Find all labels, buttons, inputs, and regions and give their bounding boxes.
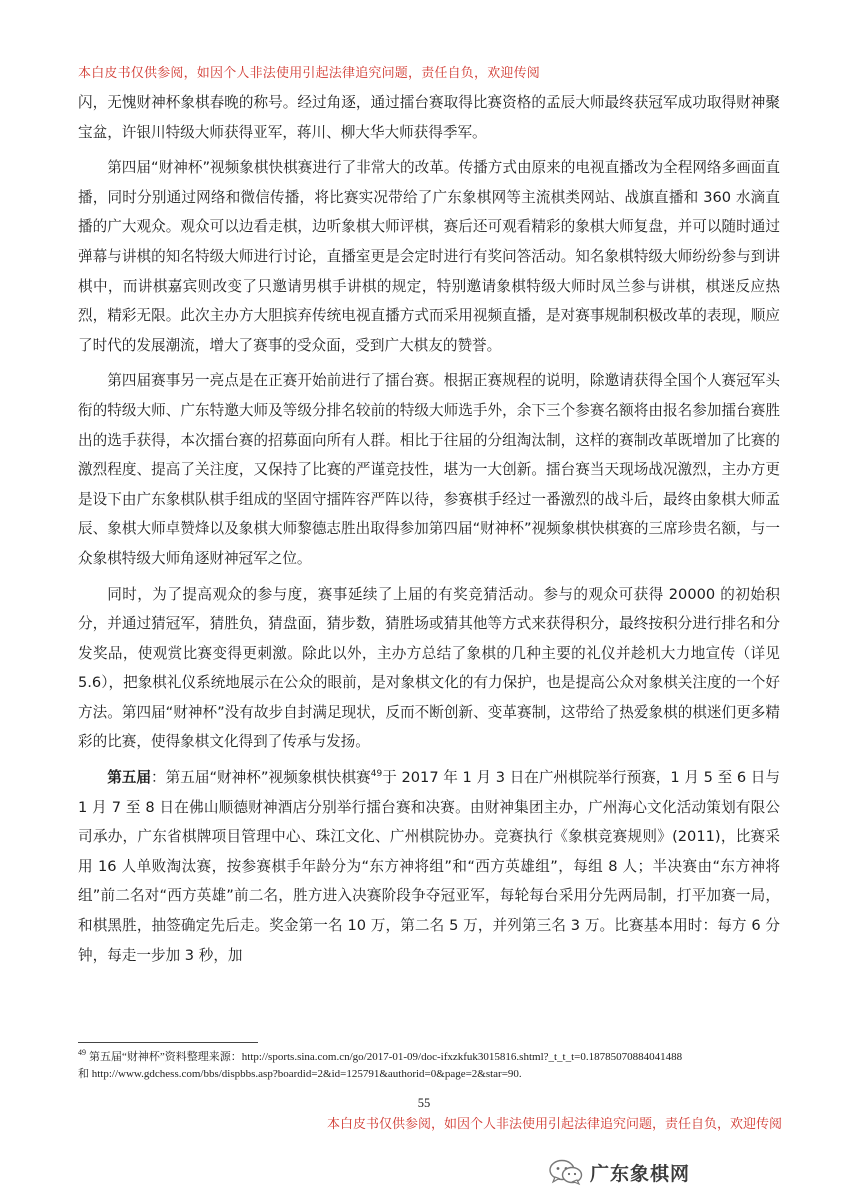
paragraph-5-text-b: 于 2017 年 1 月 3 日在广州棋院举行预赛，1 月 5 至 6 日与 1 月 7 至 8 日在佛山顺德财神酒店分别举行擂台赛和决赛。由财神集团主办，广州海心文化活动策划有限公司承办，广东省棋牌项目管理中心、珠江文化、广州棋院协办。竞赛执行《象棋竞赛规则》(2011)，比赛采用 16 人单败淘汰赛，按参赛棋手年龄分为“东方神将组”和“西方英雄组”，每组 8 人；半决赛由“东方神将组”前二名对“西方英雄”前二名，胜方进入决赛阶段争夺冠亚军，每轮每台采用分先两局制，打平加赛一局，和棋黑胜，抽签确定先后走。奖金第一名 10 万，第二名 5 万，并列第三名 3 万。比赛基本用时：每方 6 分钟，每走一步加 3 秒，加 — [78, 769, 780, 964]
footnote — [78, 1049, 788, 1083]
paragraph-1: 闪，无愧财神杯象棋春晚的称号。经过角逐，通过擂台赛取得比赛资格的孟辰大师最终获冠军成功取得财神聚宝盆，许银川特级大师获得亚军，蒋川、柳大华大师获得季军。 — [78, 94, 780, 141]
paragraph-5-lead: 第五届 — [107, 769, 152, 787]
paragraph-2: 第四届“财神杯”视频象棋快棋赛进行了非常大的改革。传播方式由原来的电视直播改为全程网络多画面直播，同时分别通过网络和微信传播，将比赛实况带给了广东象棋网等主流棋类网站、战旗直播和 360 水滴直播的广大观众。观众可以边看走棋，边听象棋大师评棋，赛后还可观看精彩的象棋大师复盘，并可以随时通过弹幕与讲棋的知名特级大师进行讨论，直播室更是会定时进行有奖问答活动。知名象棋特级大师纷纷参与到讲棋中，而讲棋嘉宾则改变了只邀请男棋手讲棋的规定，特别邀请象棋特级大师时凤兰参与讲棋，棋迷反应热烈，精彩无限。此次主办方大胆摈弃传统电视直播方式而采用视频直播，是对赛事规制积极改革的表现，顺应了时代的发展潮流，增大了赛事的受众面，受到广大棋友的赞誉。 — [78, 159, 780, 354]
footnote-line-1 — [78, 1049, 788, 1066]
page-number: 55 — [417, 1096, 431, 1110]
source-watermark — [548, 1158, 690, 1186]
body-text — [78, 88, 780, 976]
footnote-reference[interactable]: 49 — [370, 769, 383, 780]
footnote-divider — [78, 1042, 258, 1043]
header-disclaimer: 本白皮书仅供参阅，如因个人非法使用引起法律追究问题，责任自负，欢迎传阅 — [78, 66, 541, 81]
footnote-number: 49 — [78, 1048, 86, 1058]
paragraph-5 — [78, 763, 780, 970]
paragraph-4: 同时，为了提高观众的参与度，赛事延续了上届的有奖竞猜活动。参与的观众可获得 20000 的初始积分，并通过猜冠军，猜胜负，猜盘面，猜步数，猜胜场或猜其他等方式来获得积分，最终按积分进行排名和分发奖品，使观赏比赛变得更刺激。除此以外，主办方总结了象棋的几种主要的礼仪并趁机大力地宣传（详见 5.6），把象棋礼仪系统地展示在公众的眼前，是对象棋文化的有力保护，也是提高公众对象棋关注度的一个好方法。第四届“财神杯”没有故步自封满足现状，反而不断创新、变革赛制，这带给了热爱象棋的棋迷们更多精彩的比赛，使得象棋文化得到了传承与发扬。 — [78, 585, 780, 751]
paragraph-5-text-a: ：第五届“财神杯”视频象棋快棋赛 — [151, 769, 371, 787]
wechat-icon — [548, 1158, 584, 1186]
watermark-text: 广东象棋网 — [590, 1162, 691, 1185]
footnote-line-2[interactable]: 和 http://www.gdchess.com/bbs/dispbbs.asp?boardid=2&id=125791&authorid=0&page=2&star=90. — [78, 1068, 522, 1080]
footer-disclaimer: 本白皮书仅供参阅，如因个人非法使用引起法律追究问题，责任自负，欢迎传阅 — [326, 1117, 782, 1132]
paragraph-3: 第四届赛事另一亮点是在正赛开始前进行了擂台赛。根据正赛规程的说明，除邀请获得全国个人赛冠军头衔的特级大师、广东特邀大师及等级分排名较前的特级大师选手外，余下三个参赛名额将由报名参加擂台赛胜出的选手获得，本次擂台赛的招募面向所有人群。相比于往届的分组淘汰制，这样的赛制改革既增加了比赛的激烈程度、提高了关注度，又保持了比赛的严谨竞技性，堪为一大创新。擂台赛当天现场战况激烈，主办方更是设下由广东象棋队棋手组成的坚固守擂阵容严阵以待，参赛棋手经过一番激烈的战斗后，最终由象棋大师孟辰、象棋大师卓赞烽以及象棋大师黎德志胜出取得参加第四届“财神杯”视频象棋快棋赛的三席珍贵名额，与一众象棋特级大师角逐财神冠军之位。 — [78, 372, 780, 567]
footnote-source-1[interactable]: 第五届“财神杯”资料整理来源：http://sports.sina.com.cn/go/2017-01-09/doc-ifxzkfuk3015816.shtml?_t_t_t=0.18785070884041488 — [89, 1051, 683, 1063]
